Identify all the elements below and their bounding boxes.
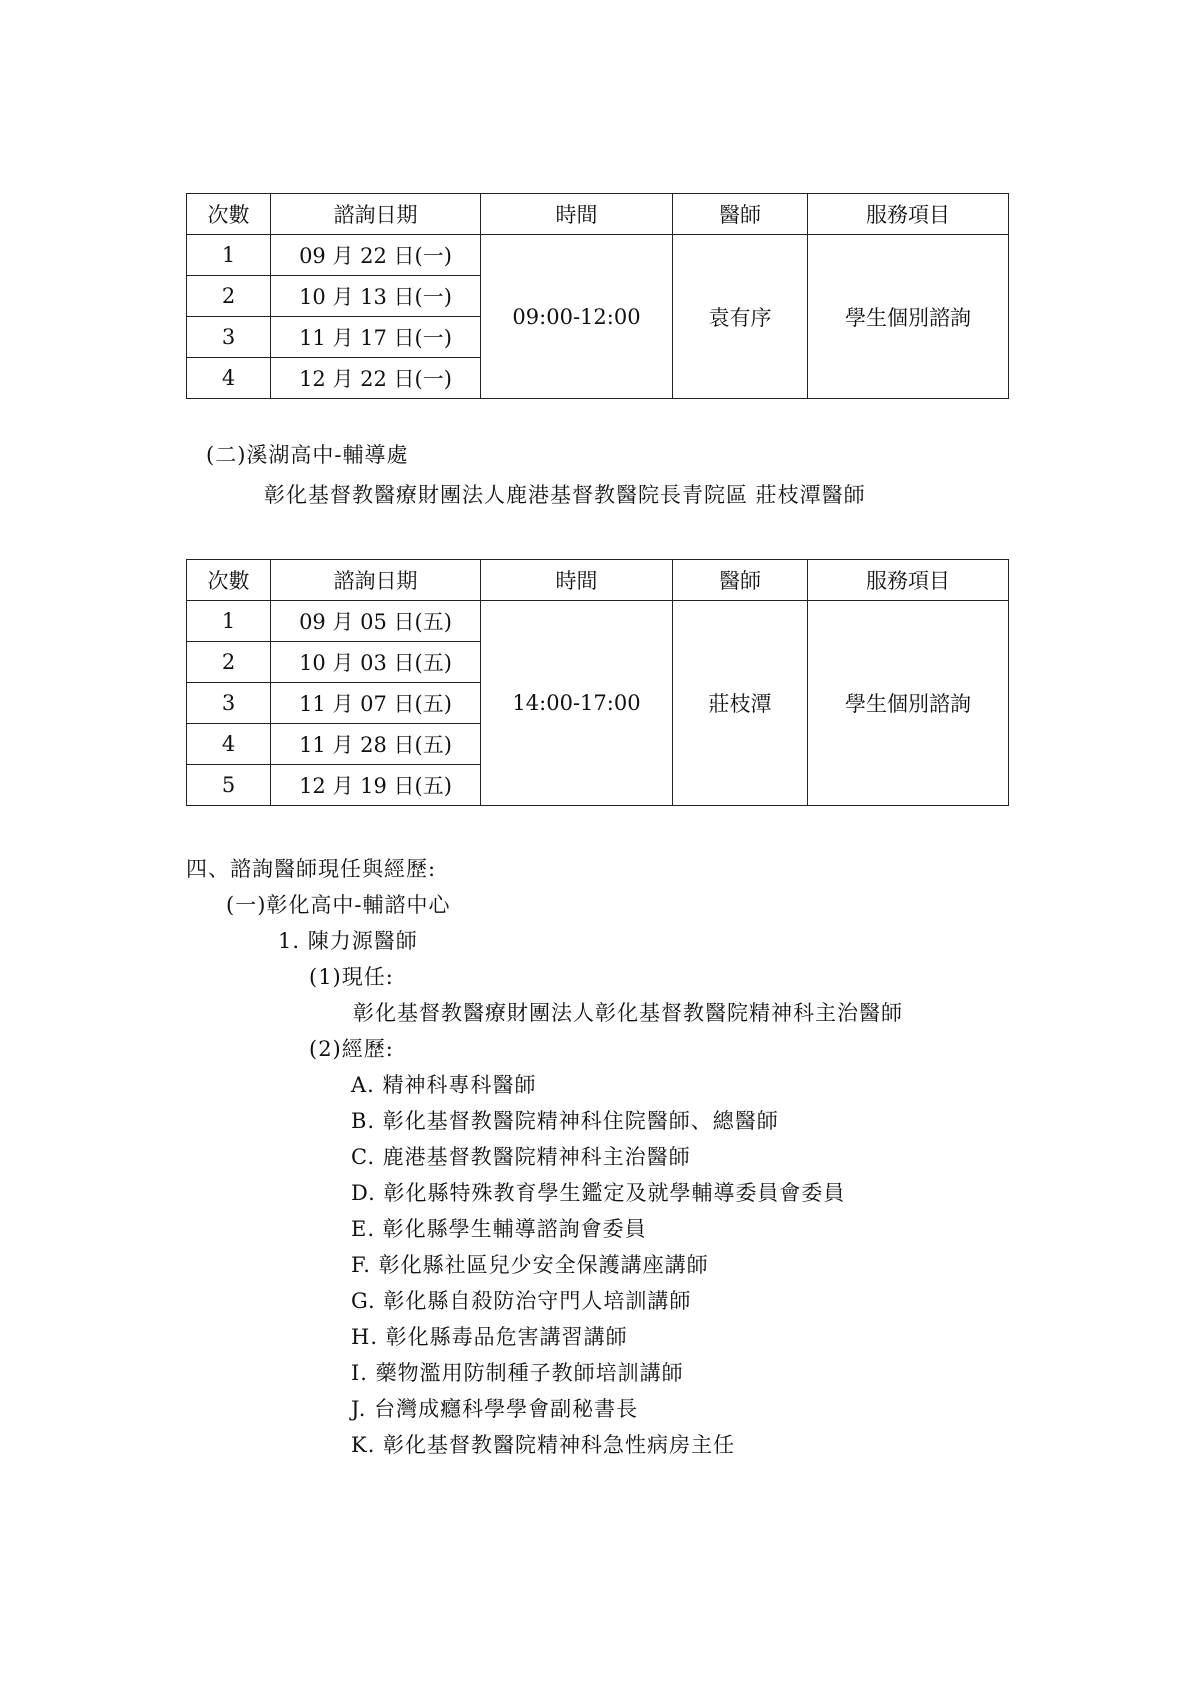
header-date: 諮詢日期 bbox=[271, 560, 481, 601]
header-count: 次數 bbox=[187, 194, 271, 235]
table-row bbox=[187, 601, 1009, 642]
header-count: 次數 bbox=[187, 560, 271, 601]
cell-count: 3 bbox=[187, 317, 271, 358]
cell-service: 學生個別諮詢 bbox=[808, 235, 1009, 399]
experience-item: C. 鹿港基督教醫院精神科主治醫師 bbox=[351, 1145, 691, 1169]
cell-date: 10 月 03 日(五) bbox=[271, 642, 481, 683]
cell-count: 3 bbox=[187, 683, 271, 724]
cell-date: 12 月 22 日(一) bbox=[271, 358, 481, 399]
section-4-heading: 四、諮詢醫師現任與經歷: bbox=[186, 857, 437, 881]
cell-service: 學生個別諮詢 bbox=[808, 601, 1009, 806]
cell-date: 09 月 22 日(一) bbox=[271, 235, 481, 276]
table-header-row bbox=[187, 560, 1009, 601]
header-doctor: 醫師 bbox=[673, 194, 808, 235]
header-time: 時間 bbox=[481, 194, 673, 235]
table-header-row bbox=[187, 194, 1009, 235]
experience-item: B. 彰化基督教醫院精神科住院醫師、總醫師 bbox=[351, 1109, 779, 1133]
cell-count: 2 bbox=[187, 642, 271, 683]
header-date: 諮詢日期 bbox=[271, 194, 481, 235]
cell-date: 10 月 13 日(一) bbox=[271, 276, 481, 317]
experience-item: J. 台灣成癮科學學會副秘書長 bbox=[351, 1397, 639, 1421]
cell-count: 1 bbox=[187, 235, 271, 276]
cell-date: 11 月 28 日(五) bbox=[271, 724, 481, 765]
current-label: (1)現任: bbox=[309, 965, 394, 989]
experience-item: F. 彰化縣社區兒少安全保護講座講師 bbox=[351, 1253, 709, 1277]
cell-doctor: 袁有序 bbox=[673, 235, 808, 399]
cell-time: 14:00-17:00 bbox=[481, 601, 673, 806]
header-service: 服務項目 bbox=[808, 194, 1009, 235]
table-row bbox=[187, 235, 1009, 276]
experience-label: (2)經歷: bbox=[309, 1037, 394, 1061]
cell-count: 2 bbox=[187, 276, 271, 317]
schedule-table-1 bbox=[186, 193, 1009, 399]
experience-item: E. 彰化縣學生輔導諮詢會委員 bbox=[351, 1217, 647, 1241]
experience-item: G. 彰化縣自殺防治守門人培訓講師 bbox=[351, 1289, 692, 1313]
header-time: 時間 bbox=[481, 560, 673, 601]
cell-count: 4 bbox=[187, 358, 271, 399]
cell-date: 11 月 17 日(一) bbox=[271, 317, 481, 358]
cell-time: 09:00-12:00 bbox=[481, 235, 673, 399]
header-doctor: 醫師 bbox=[673, 560, 808, 601]
cell-count: 1 bbox=[187, 601, 271, 642]
header-service: 服務項目 bbox=[808, 560, 1009, 601]
experience-item: I. 藥物濫用防制種子教師培訓講師 bbox=[351, 1361, 684, 1385]
doctor-title: 1. 陳力源醫師 bbox=[278, 929, 418, 953]
schedule-table-2 bbox=[186, 559, 1009, 806]
cell-date: 12 月 19 日(五) bbox=[271, 765, 481, 806]
cell-count: 4 bbox=[187, 724, 271, 765]
cell-count: 5 bbox=[187, 765, 271, 806]
experience-item: A. 精神科專科醫師 bbox=[351, 1073, 537, 1097]
experience-item: D. 彰化縣特殊教育學生鑑定及就學輔導委員會委員 bbox=[351, 1181, 846, 1205]
experience-item: K. 彰化基督教醫院精神科急性病房主任 bbox=[351, 1433, 736, 1457]
section-4-sub1: (一)彰化高中-輔諮中心 bbox=[226, 893, 451, 917]
cell-doctor: 莊枝潭 bbox=[673, 601, 808, 806]
current-text: 彰化基督教醫療財團法人彰化基督教醫院精神科主治醫師 bbox=[353, 1001, 903, 1025]
experience-item: H. 彰化縣毒品危害講習講師 bbox=[351, 1325, 628, 1349]
section-2-heading: (二)溪湖高中-輔導處 bbox=[206, 443, 409, 467]
cell-date: 11 月 07 日(五) bbox=[271, 683, 481, 724]
section-2-subheading: 彰化基督教醫療財團法人鹿港基督教醫院長青院區 莊枝潭醫師 bbox=[264, 483, 866, 507]
cell-date: 09 月 05 日(五) bbox=[271, 601, 481, 642]
